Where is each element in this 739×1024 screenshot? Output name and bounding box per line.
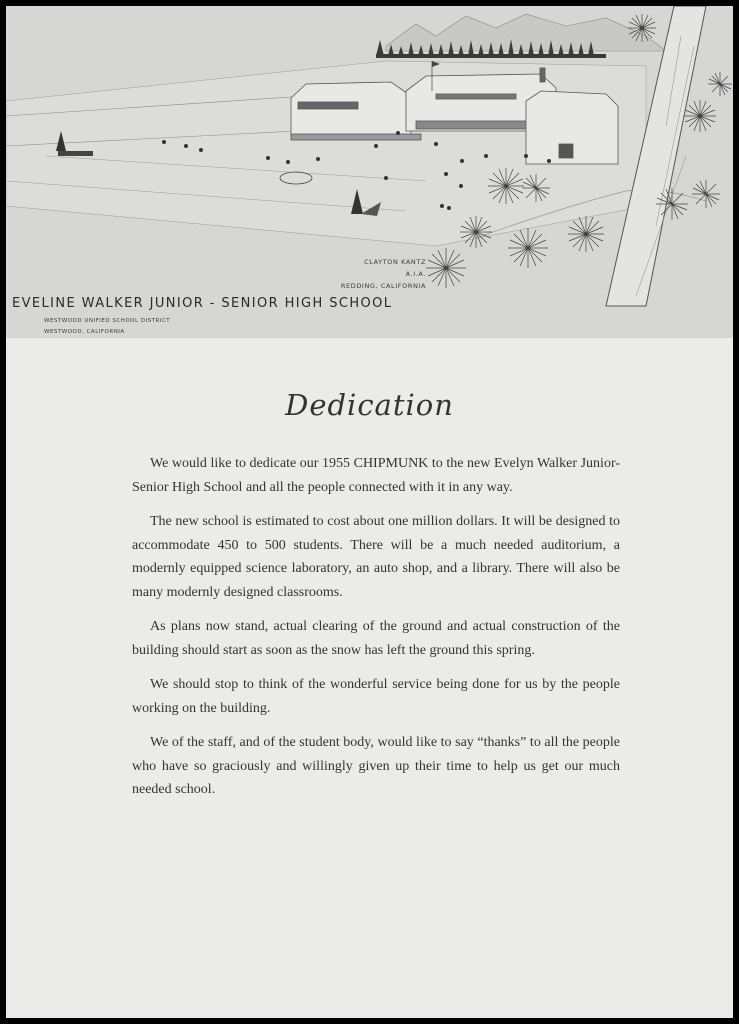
page-title: Dedication	[285, 388, 454, 422]
district-caption	[44, 316, 170, 338]
dedication-text	[132, 452, 620, 813]
paragraph: We should stop to think of the wonderful service being done for us by the people working on the building.	[132, 677, 620, 716]
school-name-caption: EVELINE WALKER JUNIOR - SENIOR HIGH SCHOOL	[12, 296, 393, 311]
architectural-drawing	[6, 6, 733, 338]
district-location: WESTWOOD, CALIFORNIA	[44, 329, 125, 335]
paragraph: We would like to dedicate our 1955 CHIPMUNK to the new Evelyn Walker Junior-Senior High School and all the people connected with it in any way.	[132, 456, 620, 495]
architect-name: CLAYTON KANTZ	[364, 258, 426, 266]
yearbook-page	[6, 6, 733, 1018]
architect-caption	[336, 256, 426, 292]
paragraph: The new school is estimated to cost about one million dollars. It will be designed to accommodate 450 to 500 students. There will be a much needed auditorium, a modernly equipped science laboratory, an auto shop, and a library. There will also be many modernly designed classrooms.	[132, 514, 620, 600]
paragraph: We of the staff, and of the student body, would like to say “thanks” to all the people who have so graciously and willingly given up their time to help us get our much needed school.	[132, 735, 620, 797]
district-name: WESTWOOD UNIFIED SCHOOL DISTRICT	[44, 318, 171, 324]
architect-location: REDDING, CALIFORNIA	[340, 282, 426, 290]
paragraph: As plans now stand, actual clearing of the ground and actual construction of the building should start as soon as the snow has left the ground this spring.	[132, 619, 620, 658]
architect-credential: A.I.A.	[405, 270, 426, 278]
